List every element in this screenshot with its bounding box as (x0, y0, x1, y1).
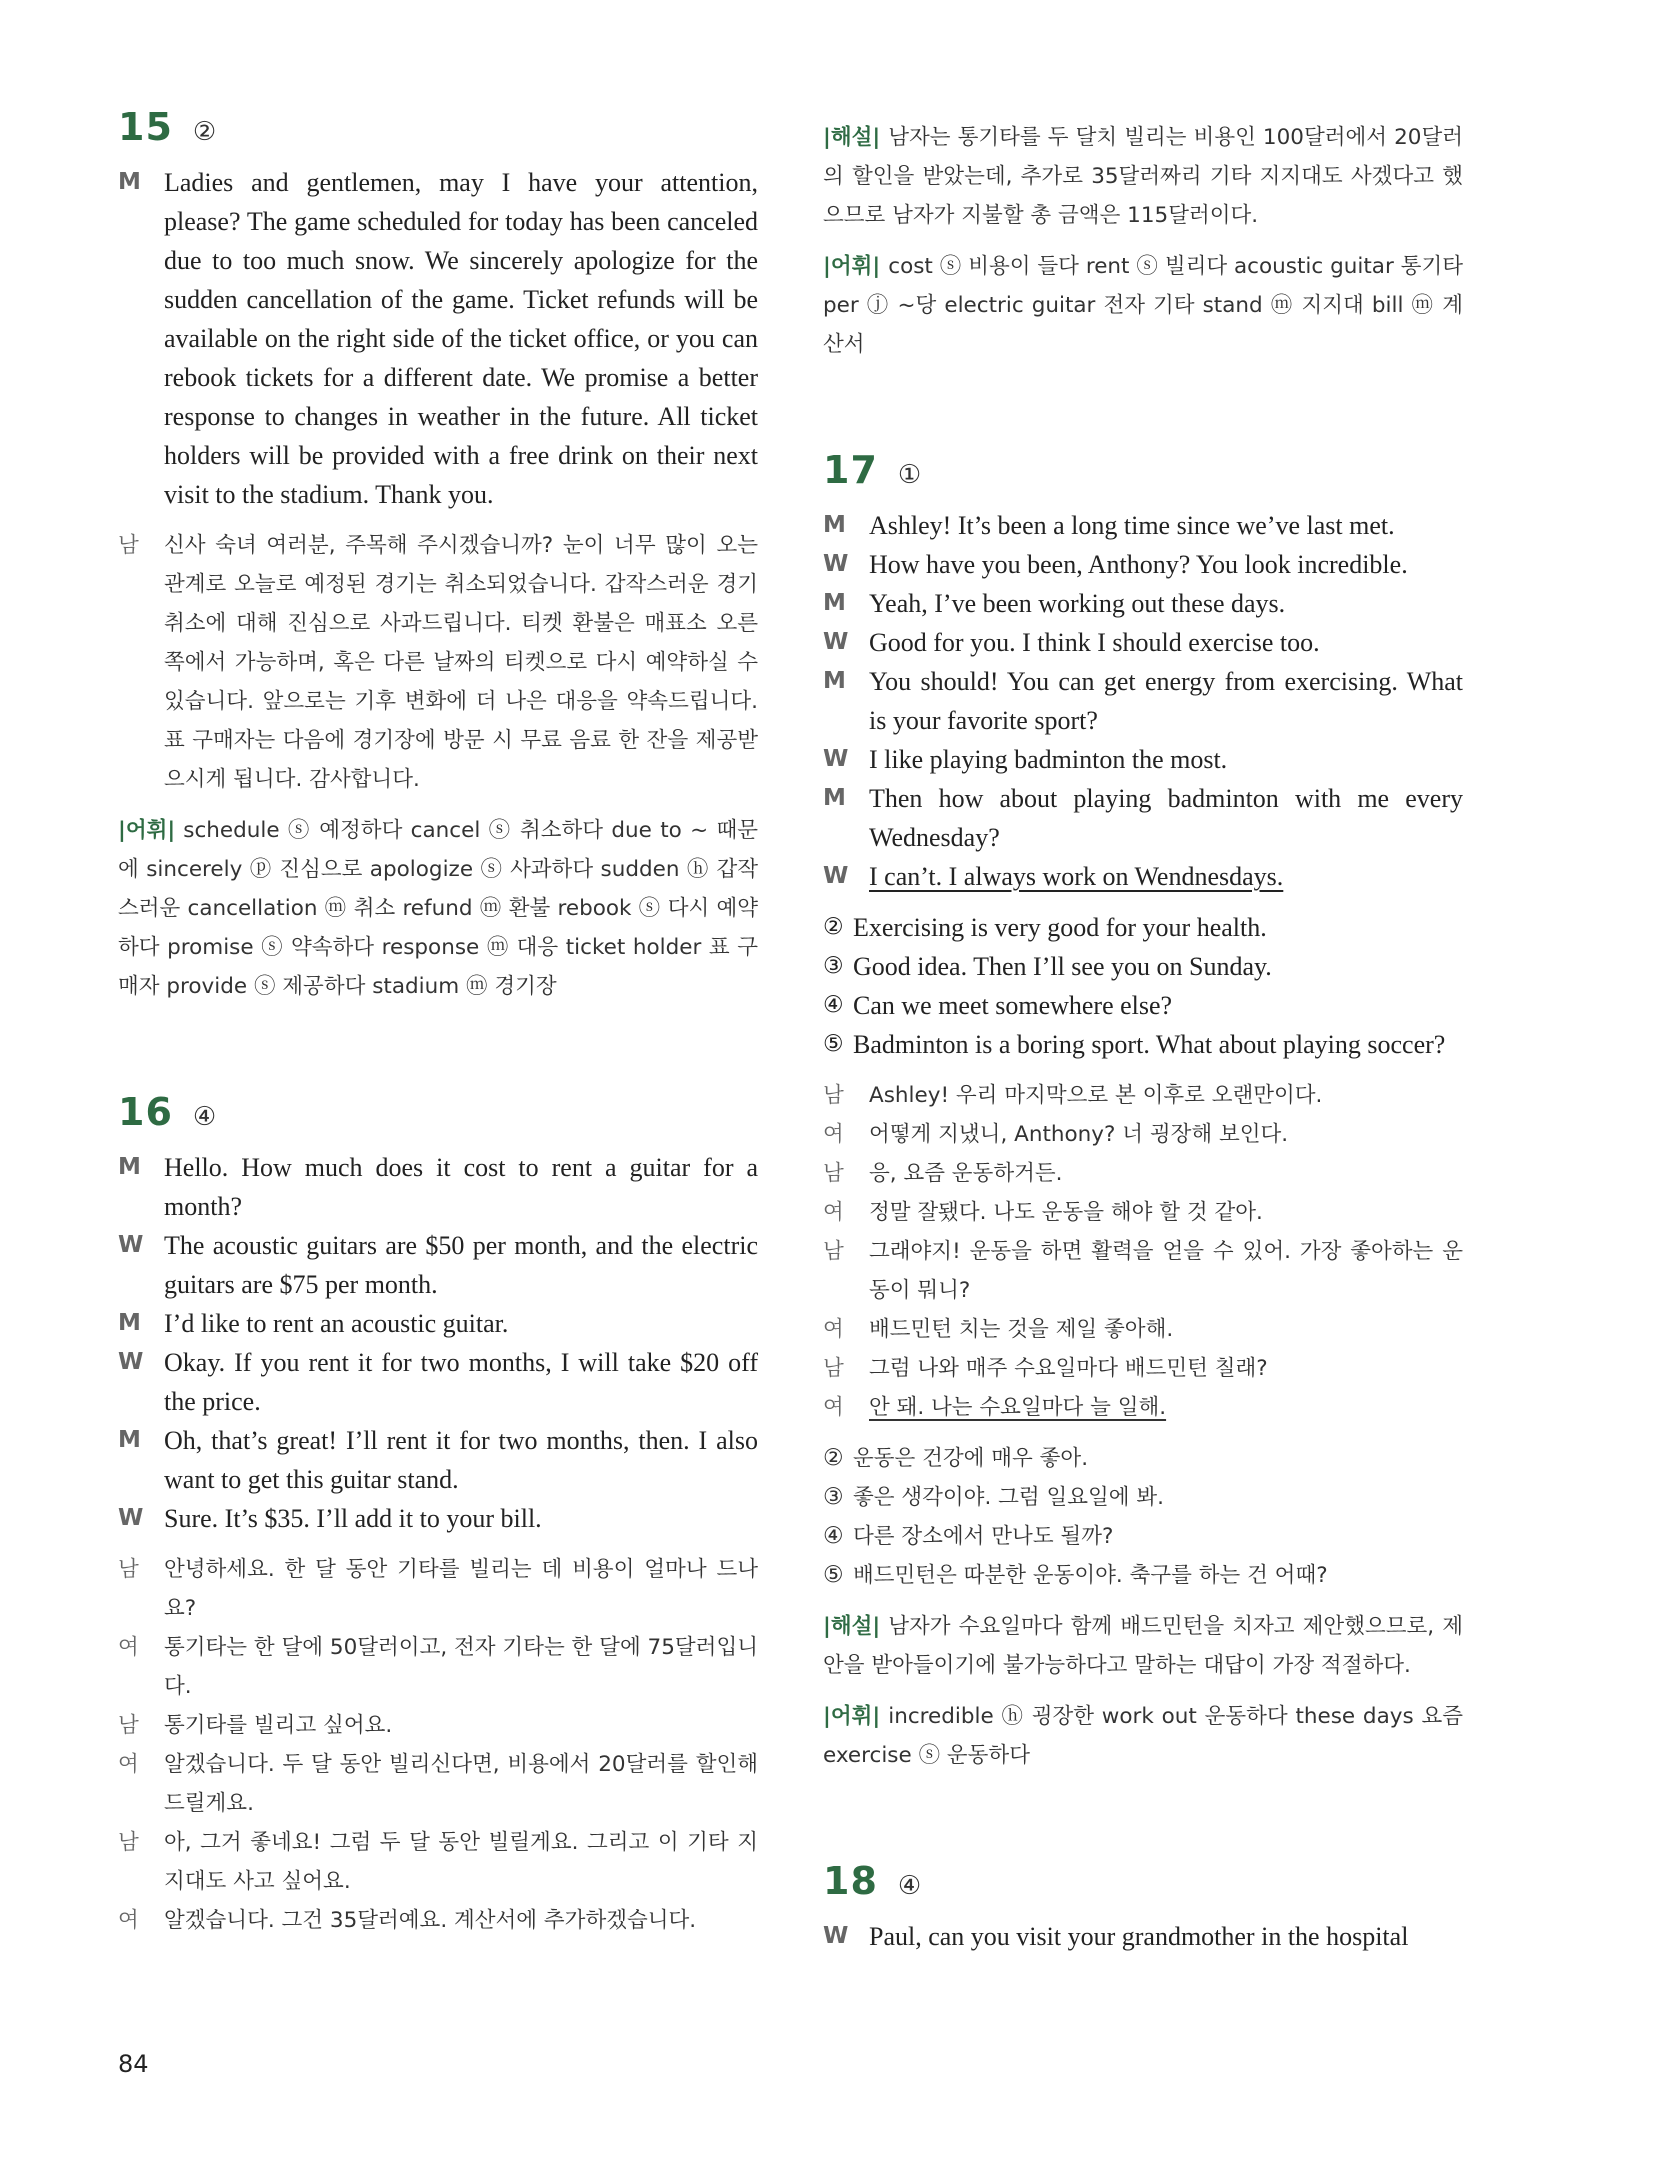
dialogue-line (823, 740, 1463, 779)
translation-line (823, 1115, 1463, 1154)
dialogue-line (118, 1226, 758, 1304)
option-text: 좋은 생각이야. 그럼 일요일에 봐. (853, 1485, 1165, 1510)
english-text: I like playing badminton the most. (869, 745, 1228, 774)
translation-line (823, 1232, 1463, 1310)
dialogue-line (118, 1304, 758, 1343)
speaker-label: 남 (118, 533, 139, 558)
dialogue-line (823, 1917, 1463, 1956)
explanation-block (823, 1607, 1463, 1685)
dialogue-line-answer (823, 857, 1463, 896)
answer-mark: ④ (192, 1102, 217, 1132)
korean-text: 아, 그거 좋네요! 그럼 두 달 동안 빌릴게요. 그리고 이 기타 지지대도 사고 싶어요. (164, 1830, 758, 1894)
option-marker: ② (823, 1445, 844, 1471)
option-marker: ③ (823, 1484, 844, 1510)
speaker-label: 여 (823, 1200, 844, 1225)
option-marker: ⑤ (823, 1562, 844, 1588)
answer-option (823, 908, 1463, 947)
answer-option (823, 986, 1463, 1025)
option-text: 다른 장소에서 만나도 될까? (853, 1524, 1114, 1549)
answer-option (823, 947, 1463, 986)
korean-text: 배드민턴 치는 것을 제일 좋아해. (869, 1317, 1174, 1342)
dialogue-line (823, 584, 1463, 623)
speaker-label: M (118, 169, 141, 195)
translation-line (118, 1901, 758, 1940)
korean-text: 알겠습니다. 두 달 동안 빌리신다면, 비용에서 20달러를 할인해 드릴게요. (164, 1752, 758, 1816)
speaker-label: 남 (823, 1083, 844, 1108)
option-marker: ⑤ (823, 1031, 844, 1057)
right-column (823, 118, 1463, 1956)
speaker-label: 남 (118, 1557, 139, 1582)
translation-line (118, 1745, 758, 1823)
option-text: 운동은 건강에 매우 좋아. (853, 1446, 1089, 1471)
answer-option-korean (823, 1517, 1463, 1556)
speaker-label: 남 (823, 1161, 844, 1186)
answer-option-korean (823, 1478, 1463, 1517)
option-marker: ③ (823, 953, 844, 979)
korean-text: 응, 요즘 운동하거든. (869, 1161, 1063, 1186)
english-text: Then how about playing badminton with me every Wednesday? (869, 784, 1463, 852)
speaker-label: W (118, 1505, 144, 1531)
underlined-answer: I can’t. I always work on Wendnesdays. (869, 862, 1284, 891)
explanation-label: |해설| (823, 125, 881, 150)
explanation-text: 남자가 수요일마다 함께 배드민턴을 치자고 제안했으므로, 제안을 받아들이기에 불가능하다고 말하는 대답이 가장 적절하다. (823, 1614, 1463, 1678)
answer-option-korean (823, 1556, 1463, 1595)
translation-line (118, 1823, 758, 1901)
explanation-label: |해설| (823, 1614, 881, 1639)
speaker-label: 남 (823, 1239, 844, 1264)
speaker-label: W (823, 1923, 849, 1949)
vocab-label: |어휘| (823, 254, 881, 279)
answer-option (823, 1025, 1463, 1064)
option-text: Good idea. Then I’ll see you on Sunday. (853, 952, 1272, 981)
dialogue-line (823, 779, 1463, 857)
dialogue-line (118, 1343, 758, 1421)
translation-line (118, 526, 758, 799)
speaker-label: W (118, 1232, 144, 1258)
explanation-block (823, 118, 1463, 235)
speaker-label: M (118, 1310, 141, 1336)
dialogue-line (823, 506, 1463, 545)
translation-line (118, 1706, 758, 1745)
option-text: Badminton is a boring sport. What about playing soccer? (853, 1030, 1446, 1059)
answer-mark: ④ (897, 1871, 922, 1901)
question-18-header (823, 1859, 1463, 1903)
speaker-label: W (823, 863, 849, 889)
korean-text: 정말 잘됐다. 나도 운동을 해야 할 것 같아. (869, 1200, 1263, 1225)
dialogue-line (823, 545, 1463, 584)
dialogue-line (118, 163, 758, 514)
vocab-text: incredible ⓗ 굉장한 work out 운동하다 these days 요즘 exercise ⓢ 운동하다 (823, 1704, 1463, 1768)
speaker-label: 남 (118, 1830, 139, 1855)
korean-text: 그럼 나와 매주 수요일마다 배드민턴 칠래? (869, 1356, 1268, 1381)
dialogue-line (118, 1499, 758, 1538)
question-number: 16 (118, 1090, 173, 1134)
answer-mark: ② (192, 117, 217, 147)
speaker-label: 여 (118, 1635, 139, 1660)
translation-line (118, 1550, 758, 1628)
question-number: 15 (118, 105, 173, 149)
vocabulary-block (823, 247, 1463, 364)
english-text: Hello. How much does it cost to rent a guitar for a month? (164, 1153, 758, 1221)
speaker-label: 여 (118, 1908, 139, 1933)
speaker-label: 여 (823, 1395, 844, 1420)
underlined-answer: 안 돼. 나는 수요일마다 늘 일해. (869, 1395, 1167, 1420)
question-number: 18 (823, 1859, 878, 1903)
translation-line (823, 1076, 1463, 1115)
speaker-label: W (823, 746, 849, 772)
option-text: Can we meet somewhere else? (853, 991, 1173, 1020)
question-17-header (823, 448, 1463, 492)
korean-text: 알겠습니다. 그건 35달러예요. 계산서에 추가하겠습니다. (164, 1908, 697, 1933)
speaker-label: M (823, 668, 846, 694)
korean-text: Ashley! 우리 마지막으로 본 이후로 오랜만이다. (869, 1083, 1323, 1108)
english-text: Oh, that’s great! I’ll rent it for two months, then. I also want to get this guitar stand. (164, 1426, 758, 1494)
english-text: Ashley! It’s been a long time since we’ve last met. (869, 511, 1395, 540)
option-marker: ④ (823, 992, 844, 1018)
translation-line (823, 1349, 1463, 1388)
option-marker: ② (823, 914, 844, 940)
vocabulary-block (823, 1697, 1463, 1775)
page-number: 84 (118, 2050, 149, 2078)
korean-text: 통기타를 빌리고 싶어요. (164, 1713, 393, 1738)
speaker-label: M (823, 590, 846, 616)
dialogue-line (118, 1148, 758, 1226)
speaker-label: W (823, 629, 849, 655)
translation-line (823, 1154, 1463, 1193)
speaker-label: M (823, 512, 846, 538)
translation-line-answer (823, 1388, 1463, 1427)
speaker-label: W (823, 551, 849, 577)
english-text: I’d like to rent an acoustic guitar. (164, 1309, 509, 1338)
speaker-label: 남 (823, 1356, 844, 1381)
explanation-text: 남자는 통기타를 두 달치 빌리는 비용인 100달러에서 20달러의 할인을 받았는데, 추가로 35달러짜리 기타 지지대도 사겠다고 했으므로 남자가 지불할 총 금액은 115달러이다. (823, 125, 1463, 228)
dialogue-line (823, 623, 1463, 662)
option-text: 배드민턴은 따분한 운동이야. 축구를 하는 건 어때? (853, 1563, 1328, 1588)
answer-option-korean (823, 1439, 1463, 1478)
speaker-label: 여 (823, 1317, 844, 1342)
answer-mark: ① (897, 460, 922, 490)
english-text: How have you been, Anthony? You look incredible. (869, 550, 1408, 579)
english-text: Paul, can you visit your grandmother in the hospital (869, 1922, 1409, 1951)
question-number: 17 (823, 448, 878, 492)
speaker-label: M (118, 1427, 141, 1453)
option-text: Exercising is very good for your health. (853, 913, 1267, 942)
translation-line (823, 1310, 1463, 1349)
english-text: Okay. If you rent it for two months, I will take $20 off the price. (164, 1348, 758, 1416)
english-text: Sure. It’s $35. I’ll add it to your bill. (164, 1504, 542, 1533)
english-text: Good for you. I think I should exercise too. (869, 628, 1320, 657)
english-text: The acoustic guitars are $50 per month, and the electric guitars are $75 per month. (164, 1231, 758, 1299)
speaker-label: 여 (118, 1752, 139, 1777)
left-column (118, 105, 758, 1940)
dialogue-line (823, 662, 1463, 740)
vocab-label: |어휘| (823, 1704, 881, 1729)
korean-text: 그래야지! 운동을 하면 활력을 얻을 수 있어. 가장 좋아하는 운동이 뭐니? (869, 1239, 1463, 1303)
english-text: You should! You can get energy from exercising. What is your favorite sport? (869, 667, 1463, 735)
speaker-label: 여 (823, 1122, 844, 1147)
speaker-label: 남 (118, 1713, 139, 1738)
speaker-label: M (823, 785, 846, 811)
korean-text: 신사 숙녀 여러분, 주목해 주시겠습니까? 눈이 너무 많이 오는 관계로 오늘로 예정된 경기는 취소되었습니다. 갑작스러운 경기 취소에 대해 진심으로 사과드립니다. 티켓 환불은 매표소 오른쪽에서 가능하며, 혹은 다른 날짜의 티켓으로 다시 예약하실 수 있습니다. 앞으로는 기후 변화에 더 나은 대응을 약속드립니다. 표 구매자는 다음에 경기장에 방문 시 무료 음료 한 잔을 제공받으시게 됩니다. 감사합니다. (164, 533, 758, 792)
korean-text: 안녕하세요. 한 달 동안 기타를 빌리는 데 비용이 얼마나 드나요? (164, 1557, 758, 1621)
vocab-label: |어휘| (118, 818, 176, 843)
english-text: Yeah, I’ve been working out these days. (869, 589, 1286, 618)
question-16-header (118, 1090, 758, 1134)
english-text: Ladies and gentlemen, may I have your attention, please? The game scheduled for today has been canceled due to too much snow. We sincerely apologize for the sudden cancellation of the game. Ticket refunds will be available on the right side of the ticket office, or you can rebook tickets for a different date. We promise a better response to changes in weather in the future. All ticket holders will be provided with a free drink on their next visit to the stadium. Thank you. (164, 168, 758, 509)
dialogue-line (118, 1421, 758, 1499)
speaker-label: W (118, 1349, 144, 1375)
option-marker: ④ (823, 1523, 844, 1549)
translation-line (118, 1628, 758, 1706)
korean-text: 어떻게 지냈니, Anthony? 너 굉장해 보인다. (869, 1122, 1289, 1147)
speaker-label: M (118, 1154, 141, 1180)
vocabulary-block (118, 811, 758, 1006)
vocab-text: cost ⓢ 비용이 들다 rent ⓢ 빌리다 acoustic guitar 통기타 per ⓙ ~당 electric guitar 전자 기타 stand ⓜ 지지대 bill ⓜ 계산서 (823, 254, 1463, 357)
vocab-text: schedule ⓢ 예정하다 cancel ⓢ 취소하다 due to ~ 때문에 sincerely ⓟ 진심으로 apologize ⓢ 사과하다 sudden ⓗ 갑작스러운 cancellation ⓜ 취소 refund ⓜ 환불 rebook ⓢ 다시 예약하다 promise ⓢ 약속하다 response ⓜ 대응 ticket holder 표 구매자 provide ⓢ 제공하다 stadium ⓜ 경기장 (118, 818, 758, 999)
translation-line (823, 1193, 1463, 1232)
korean-text: 통기타는 한 달에 50달러이고, 전자 기타는 한 달에 75달러입니다. (164, 1635, 758, 1699)
question-15-header (118, 105, 758, 149)
